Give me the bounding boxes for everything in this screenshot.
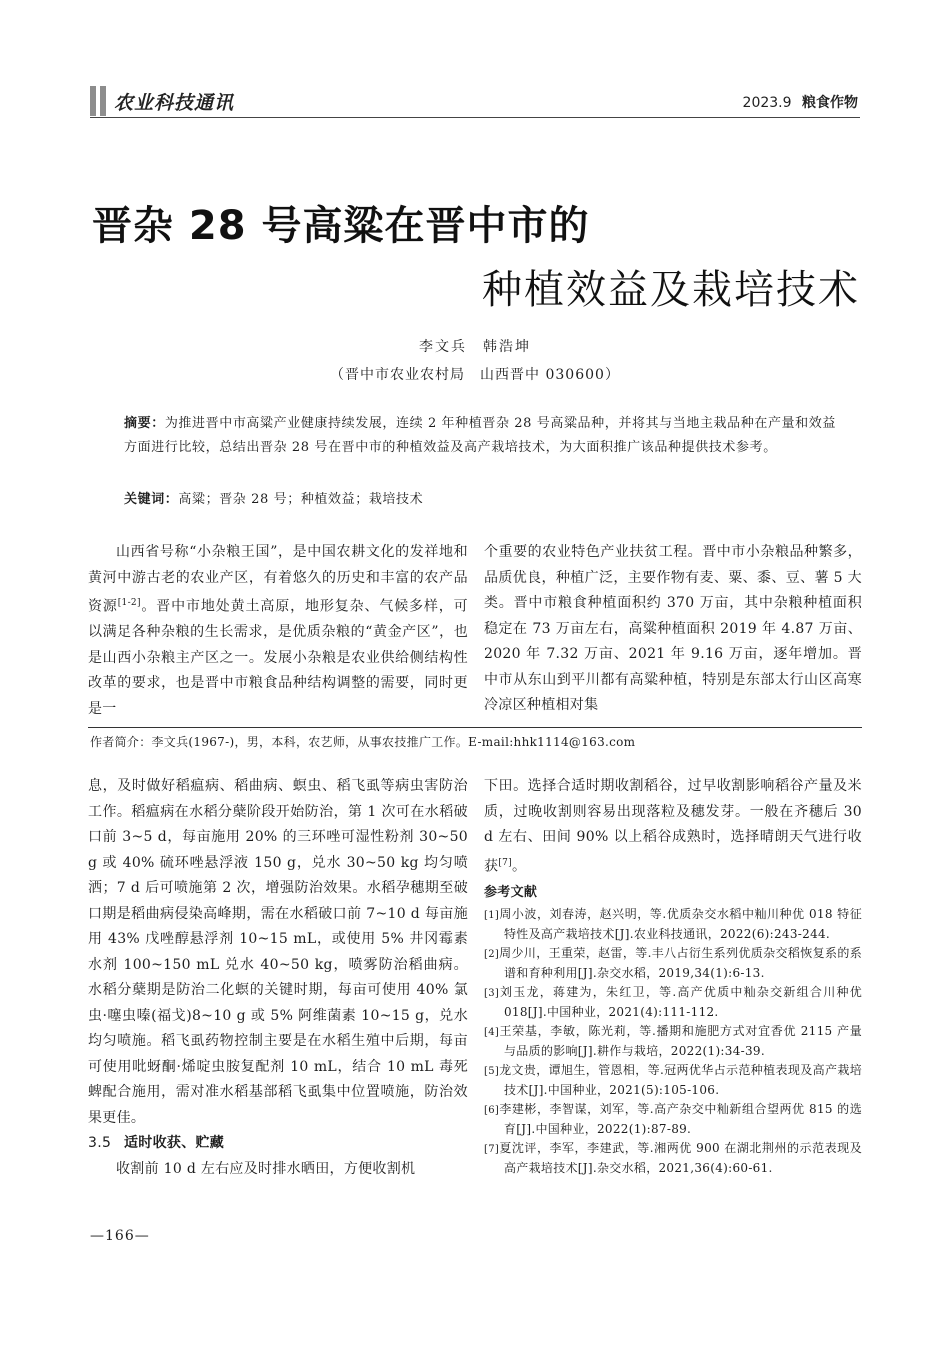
body-text: 下田。选择合适时期收割稻谷，过早收割影响稻谷产量及米质，过晚收割则容易出现落粒及穗发芽。一般在齐穗后 30 d 左右、田间 90% 以上稻谷成熟时，选择晴朗天气进行收获 <box>484 778 862 875</box>
header-bar-right <box>100 86 106 116</box>
body-column-left <box>88 774 468 1182</box>
footnote-rule <box>88 727 862 728</box>
citation: [1-2] <box>117 598 141 608</box>
reference-item <box>484 1022 862 1061</box>
reference-text: 龙文贵，谭旭生，管恩相，等.冠两优华占示范种植表现及高产栽培技术[J].中国种业，2021(5):105-106. <box>499 1063 862 1098</box>
citation: [7] <box>498 857 512 868</box>
body-column-right <box>484 774 862 1178</box>
body-paragraph: 息，及时做好稻瘟病、稻曲病、螟虫、稻飞虱等病虫害防治工作。稻瘟病在水稻分蘖阶段开始防治，第 1 次可在水稻破口前 3~5 d，每亩施用 20% 的三环唑可湿性粉剂 30~50 g 或 40% 硫环唑悬浮液 150 g，兑水 30~50 kg 均匀喷洒；7 d 后可喷施第 2 次，增强防治效果。水稻孕穗期至破口期是稻曲病侵染高峰期，需在水稻破口前 7~10 d 每亩施用 43% 戊唑醇悬浮剂 10~15 mL，或使用 5% 井冈霉素水剂 100~150 mL 兑水 40~50 kg，喷雾防治稻曲病。水稻分蘖期是防治二化螟的关键时期，每亩可使用 40% 氯虫·噻虫嗪(福戈)8~10 g 或 5% 阿维菌素 10~15 g，兑水均匀喷施。稻飞虱药物控制主要是在水稻生殖中后期，每亩可使用吡蚜酮·烯啶虫胺复配剂 10 mL，结合 10 mL 毒死蜱配合施用，需对准水稻基部稻飞虱集中位置喷施，防治效果更佳。 <box>88 778 468 1126</box>
keywords-text: 高粱；晋杂 28 号；种植效益；栽培技术 <box>178 492 424 507</box>
reference-item <box>484 1061 862 1100</box>
keywords <box>124 488 839 512</box>
author-footnote: 作者简介：李文兵(1967-)，男，本科，农艺师，从事农技推广工作。E-mail:hhk1114@163.com <box>90 735 636 749</box>
section-heading <box>88 1131 468 1157</box>
reference-number: [1] <box>484 910 500 922</box>
title-line-2: 种植效益及栽培技术 <box>482 267 860 313</box>
reference-number: [6] <box>484 1105 500 1117</box>
reference-item <box>484 1139 862 1178</box>
intro-text-a: 山西省号称“小杂粮王国”，是中国农耕文化的发祥地和黄河中游古老的农业产区，有着悠久的历史和丰富的农产品资源 <box>88 544 468 615</box>
reference-number: [4] <box>484 1027 500 1039</box>
issue-label: 2023.9 <box>742 95 792 111</box>
abstract <box>124 412 839 460</box>
section-number: 3.5 <box>88 1135 112 1151</box>
reference-item <box>484 905 862 944</box>
authors: 李文兵 韩浩坤 <box>419 339 531 355</box>
references-list <box>484 905 862 1178</box>
reference-text: 夏沈评，李军，李建武，等.湘两优 900 在湖北荆州的示范表现及高产栽培技术[J].杂交水稻，2021,36(4):60-61. <box>499 1141 862 1176</box>
reference-text: 周少川，王重荣，赵雷，等.丰八占衍生系列优质杂交稻恢复系的系谱和育种利用[J].杂交水稻，2019,34(1):6-13. <box>499 946 862 981</box>
title-line-1: 晋杂 28 号高粱在晋中市的 <box>92 203 590 249</box>
header-bar-left <box>90 86 96 116</box>
reference-number: [7] <box>484 1144 500 1156</box>
keywords-label: 关键词： <box>124 492 179 507</box>
intro-column-left <box>88 540 468 722</box>
intro-column-right <box>484 540 862 719</box>
journal-logo: 农业科技通讯 <box>114 92 235 114</box>
body-paragraph: 收割前 10 d 左右应及时排水晒田，方便收割机 <box>116 1160 416 1177</box>
header-right <box>743 92 858 112</box>
reference-text: 周小波，刘春涛，赵兴明，等.优质杂交水稻中籼川种优 018 特征特性及高产栽培技术[J].农业科技通讯，2022(6):243-244. <box>499 907 862 942</box>
intro-paragraph <box>88 540 468 722</box>
section-label: 粮食作物 <box>802 95 858 111</box>
reference-item <box>484 983 862 1022</box>
reference-text: 王荣基，李敏，陈光莉，等.播期和施肥方式对宜香优 2115 产量与品质的影响[J].耕作与栽培，2022(1):34-39. <box>499 1024 862 1059</box>
section-title: 适时收获、贮藏 <box>124 1135 225 1151</box>
reference-text: 李建彬，李智谋，刘军，等.高产杂交中籼新组合望两优 815 的选育[J].中国种业，2022(1):87-89. <box>499 1102 862 1137</box>
header-rule <box>90 117 860 118</box>
abstract-label: 摘要： <box>124 416 165 431</box>
reference-number: [2] <box>484 949 500 961</box>
abstract-text: 为推进晋中市高粱产业健康持续发展，连续 2 年种植晋杂 28 号高粱品种，并将其与当地主栽品种在产量和效益方面进行比较，总结出晋杂 28 号在晋中市的种植效益及高产栽培技术，为大面积推广该品种提供技术参考。 <box>124 416 836 455</box>
reference-number: [5] <box>484 1066 500 1078</box>
body-text-end: 。 <box>511 858 527 875</box>
page-number: —166— <box>90 1228 150 1244</box>
affiliation: （晋中市农业农村局 山西晋中 030600） <box>330 367 620 383</box>
reference-item <box>484 1100 862 1139</box>
reference-number: [3] <box>484 988 500 1000</box>
references-title: 参考文献 <box>484 884 538 900</box>
intro-paragraph-cont: 个重要的农业特色产业扶贫工程。晋中市小杂粮品种繁多，品质优良，种植广泛，主要作物有麦、粟、黍、豆、薯 5 大类。晋中市粮食种植面积约 370 万亩，其中杂粮种植面积稳定在 73 万亩左右，高粱种植面积 2019 年 4.87 万亩、2020 年 7.32 万亩、2021 年 9.16 万亩，逐年增加。晋中市从东山到平川都有高粱种植，特别是东部太行山区高寒冷凉区种植相对集 <box>484 544 862 713</box>
body-paragraph-cont <box>484 774 862 880</box>
reference-text: 刘玉龙，蒋建为，朱红卫，等.高产优质中籼杂交新组合川种优 018[J].中国种业，2021(4):111-112. <box>499 985 862 1020</box>
reference-item <box>484 944 862 983</box>
intro-text-b: 。晋中市地处黄土高原，地形复杂、气候多样，可以满足各种杂粮的生长需求，是优质杂粮的“黄金产区”，也是山西小杂粮主产区之一。发展小杂粮是农业供给侧结构性改革的要求，也是晋中市粮食品种结构调整的需要，同时更是一 <box>88 598 468 717</box>
